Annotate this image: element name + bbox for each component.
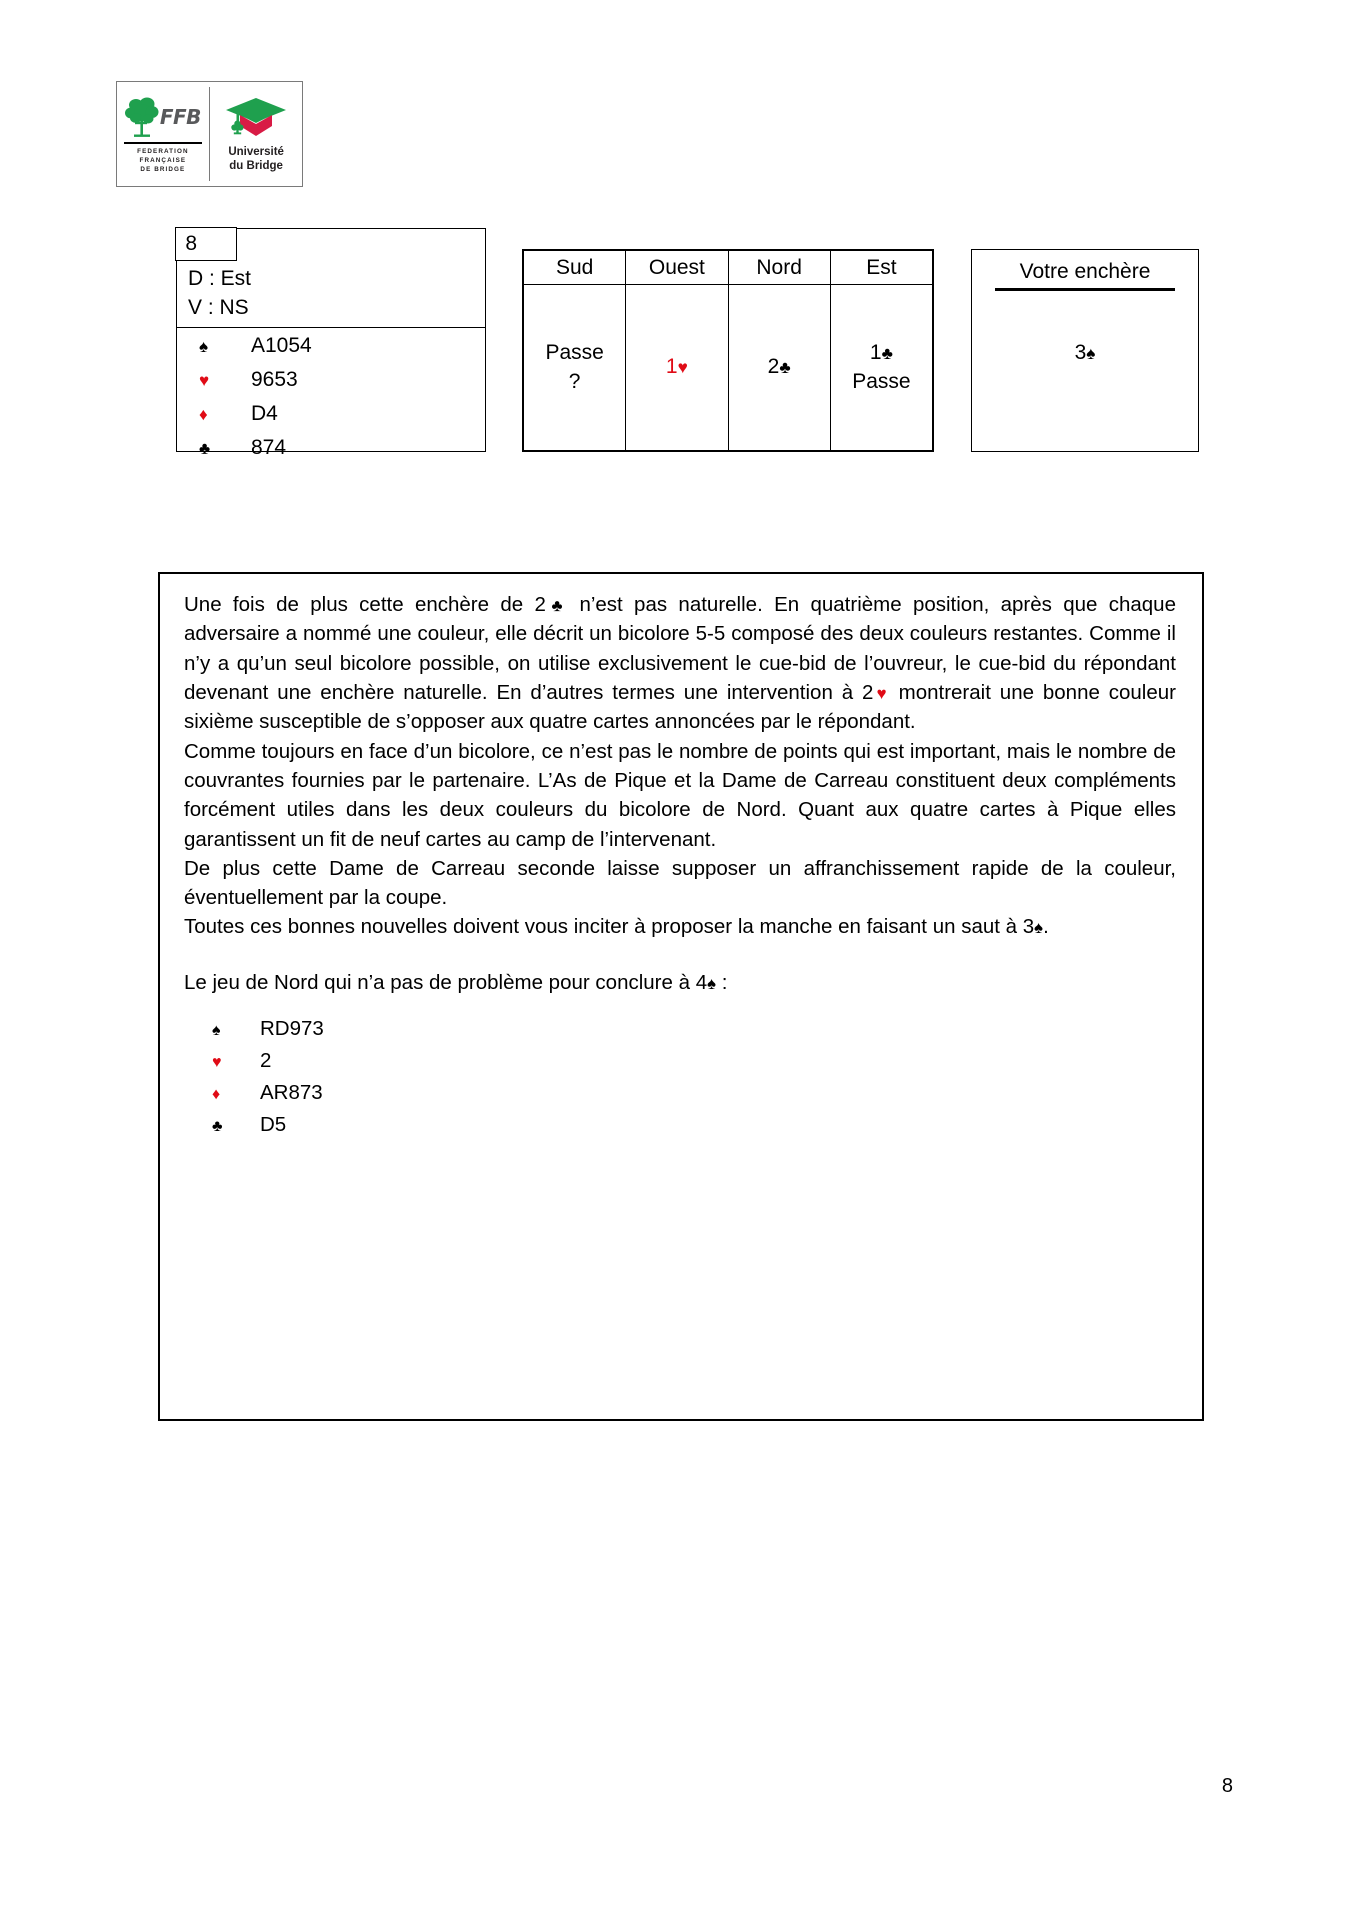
bid-cell-nord [728,285,830,451]
bid-cell-est [830,285,932,451]
commentary-box [158,572,1204,1421]
hand-suit-row [199,436,485,470]
bid-sud-line2: ? [568,369,581,393]
deal-hand-box [176,228,486,459]
heart-cards: 9653 [251,368,298,391]
bid-nord-line2: 2♣ [767,355,791,379]
bidding-column-est: Est [830,251,932,285]
bid-cell-sud [524,285,626,451]
ffb-mark-row [125,94,201,140]
dealer-label: D : Est [188,267,252,290]
page-number: 8 [1221,1775,1233,1797]
diamond-cards: D4 [251,402,278,425]
ffb-logo [117,82,209,186]
club-icon: ♣ [212,1118,223,1136]
ffb-subtitle-line1: FEDERATION [137,148,189,156]
bid-sud-line1: Passe [545,340,604,364]
commentary-paragraph-3: De plus cette Dame de Carreau seconde laisse supposer un affranchissement rapide de la couleur, éventuellement par la coupe. [184,856,1176,910]
commentary-paragraph-1: Une fois de plus cette enchère de 2♣ n’est pas naturelle. En quatrième position, après que chaque adversaire a nommé une couleur, elle décrit un bicolore 5-5 composé des deux couleurs restantes. Comme il n’y a qu’un seul bicolore possible, on utilise exclusivement le cue-bid de l’ouvreur, le cue-bid du répondant devenant une enchère naturelle. En d’autres termes une intervention à 2♥ montrerait une bonne couleur sixième susceptible de s’opposer aux quatre cartes annoncées par le répondant. [184,593,1176,734]
south-hand-suits [177,334,485,470]
bid-cell-ouest [626,285,728,451]
bidding-row [524,285,933,451]
ffb-subtitle-line3: DE BRIDGE [140,166,186,174]
graduation-cap-icon [224,95,288,143]
your-bid-title: Votre enchère [1019,260,1151,283]
ffb-subtitle-line2: FRANÇAISE [139,157,187,165]
nord-suit-row [212,1113,1176,1145]
commentary-spacer [184,942,1176,968]
spade-cards: A1054 [251,334,312,357]
bidding-column-ouest: Ouest [626,251,728,285]
spade-icon: ♠ [212,1022,221,1040]
diamond-icon: ♦ [212,1086,221,1104]
hand-suit-row [199,368,485,402]
bid-ouest-line2: 1♥ [665,355,688,379]
bidding-column-nord: Nord [728,251,830,285]
bidding-column-sud: Sud [524,251,626,285]
universite-logo [210,82,302,186]
nord-suit-row [212,1049,1176,1081]
your-bid-box [971,249,1199,452]
deal-number-tab: 8 [175,227,237,261]
hand-suit-row [199,334,485,368]
your-bid-value: 3♠ [1074,341,1096,364]
heart-icon: ♥ [199,371,210,390]
bid-est-line2: Passe [852,369,911,393]
nord-suit-row [212,1081,1176,1113]
deal-meta [177,262,485,328]
organization-logo-block [116,81,303,187]
tree-icon [125,96,159,138]
vulnerability-label: V : NS [188,295,249,319]
commentary-paragraph-4: Toutes ces bonnes nouvelles doivent vous inciter à proposer la manche en faisant un saut à 3♠. [184,915,1049,939]
bidding-table [522,249,934,452]
bidding-header-row [524,251,933,285]
your-bid-underline [995,288,1175,291]
nord-diamond-cards: AR873 [260,1081,323,1105]
ffb-wordmark: FFB [159,104,201,129]
ffb-subtitle [137,147,188,174]
ffb-divider-rule [124,142,202,145]
heart-icon: ♥ [212,1054,222,1072]
universite-subtitle-line1: Université [228,146,284,159]
commentary-paragraph-2: Comme toujours en face d’un bicolore, ce n’est pas le nombre de points qui est important, mais le nombre de couvrantes fournies par le partenaire. L’As de Pique et la Dame de Carreau constituent deux compléments forcément utiles dans les deux couleurs du bicolore de Nord. Quant aux quatre cartes à Pique elles garantissent un fit de neuf cartes au camp de l’intervenant. [184,739,1176,851]
nord-hand-intro: Le jeu de Nord qui n’a pas de problème pour conclure à 4♠ : [184,970,728,994]
diamond-icon: ♦ [199,405,208,424]
north-hand-suits [184,1017,1176,1145]
spade-icon: ♠ [199,337,209,356]
club-cards: 874 [251,436,287,459]
hand-suit-row [199,402,485,436]
nord-spade-cards: RD973 [260,1017,324,1041]
nord-suit-row [212,1017,1176,1049]
club-icon: ♣ [199,439,211,458]
bid-est-line1: 1♣ [869,340,893,364]
nord-heart-cards: 2 [260,1049,272,1073]
nord-club-cards: D5 [260,1113,287,1137]
universite-subtitle [228,146,284,172]
universite-subtitle-line2: du Bridge [229,159,283,172]
